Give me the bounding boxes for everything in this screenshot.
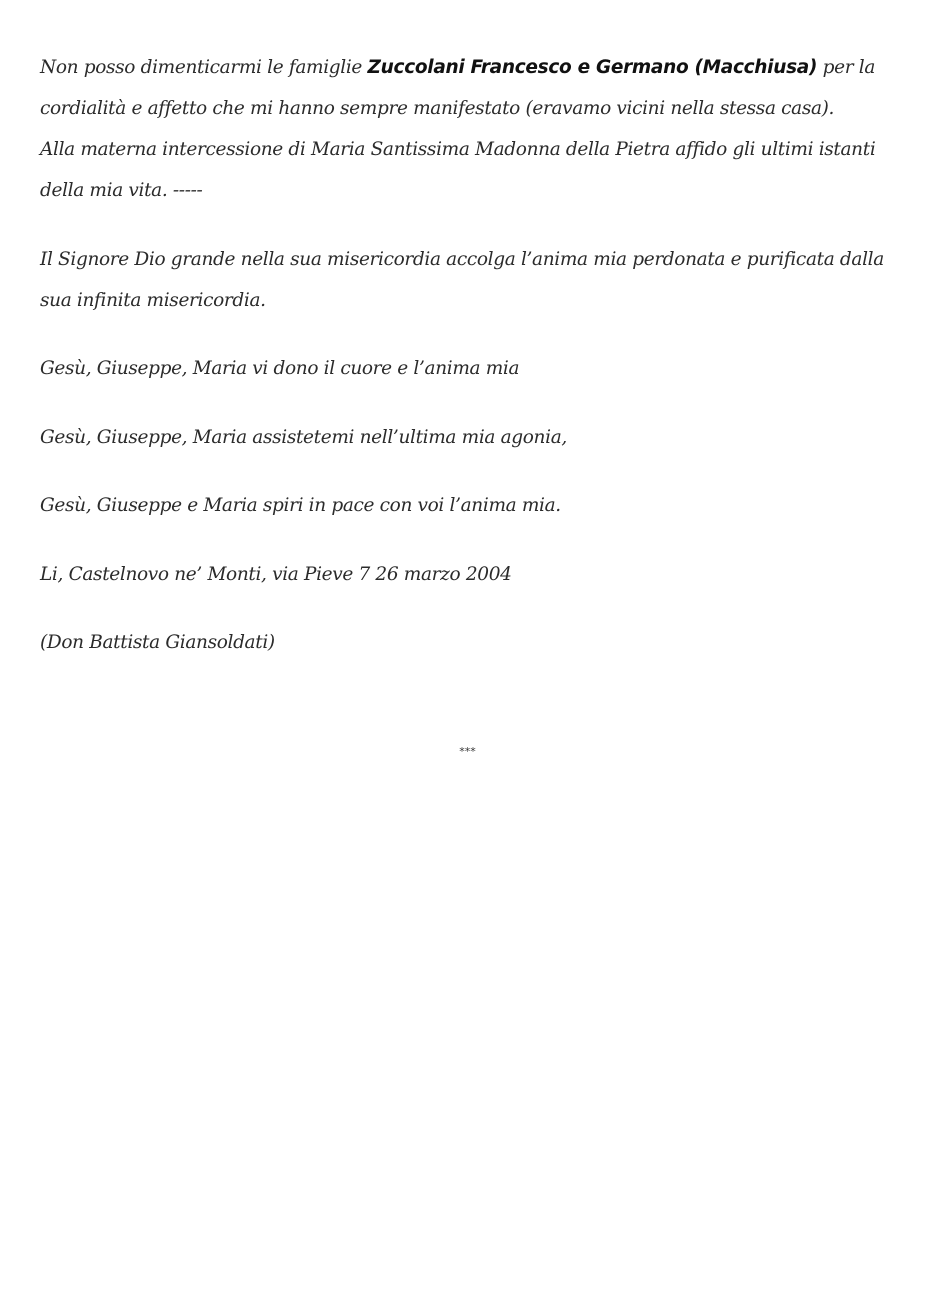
families-text-rest: per la cordialità e affetto che mi hanno sempre manifestato (eravamo vicini nella stessa casa). [40, 57, 876, 119]
signature: (Don Battista Giansoldati) [40, 632, 275, 653]
invocation-line: Gesù, Giuseppe, Maria vi dono il cuore e l’anima mia [40, 358, 520, 379]
families-text [40, 47, 920, 129]
section-separator: *** [459, 745, 476, 758]
place-date: Li, Castelnovo ne’ Monti, via Pieve 7 26 marzo 2004 [40, 564, 512, 585]
paragraph-mercy [40, 239, 920, 321]
mercy-text: Il Signore Dio grande nella sua misericordia accolga l’anima mia perdonata e purificata dalla sua infinita misericordia. [40, 249, 884, 311]
invocation-line: Gesù, Giuseppe, Maria assistetemi nell’ultima mia agonia, [40, 427, 567, 448]
families-names: Zuccolani Francesco e Germano (Macchiusa) [367, 57, 818, 78]
intercession-text: Alla materna intercessione di Maria Santissima Madonna della Pietra affido gli ultimi istanti della mia vita. ----- [40, 139, 876, 201]
paragraph-families [40, 47, 920, 211]
families-text-intro: Non posso dimenticarmi le famiglie [40, 57, 368, 78]
invocation-line: Gesù, Giuseppe e Maria spiri in pace con voi l’anima mia. [40, 495, 561, 516]
